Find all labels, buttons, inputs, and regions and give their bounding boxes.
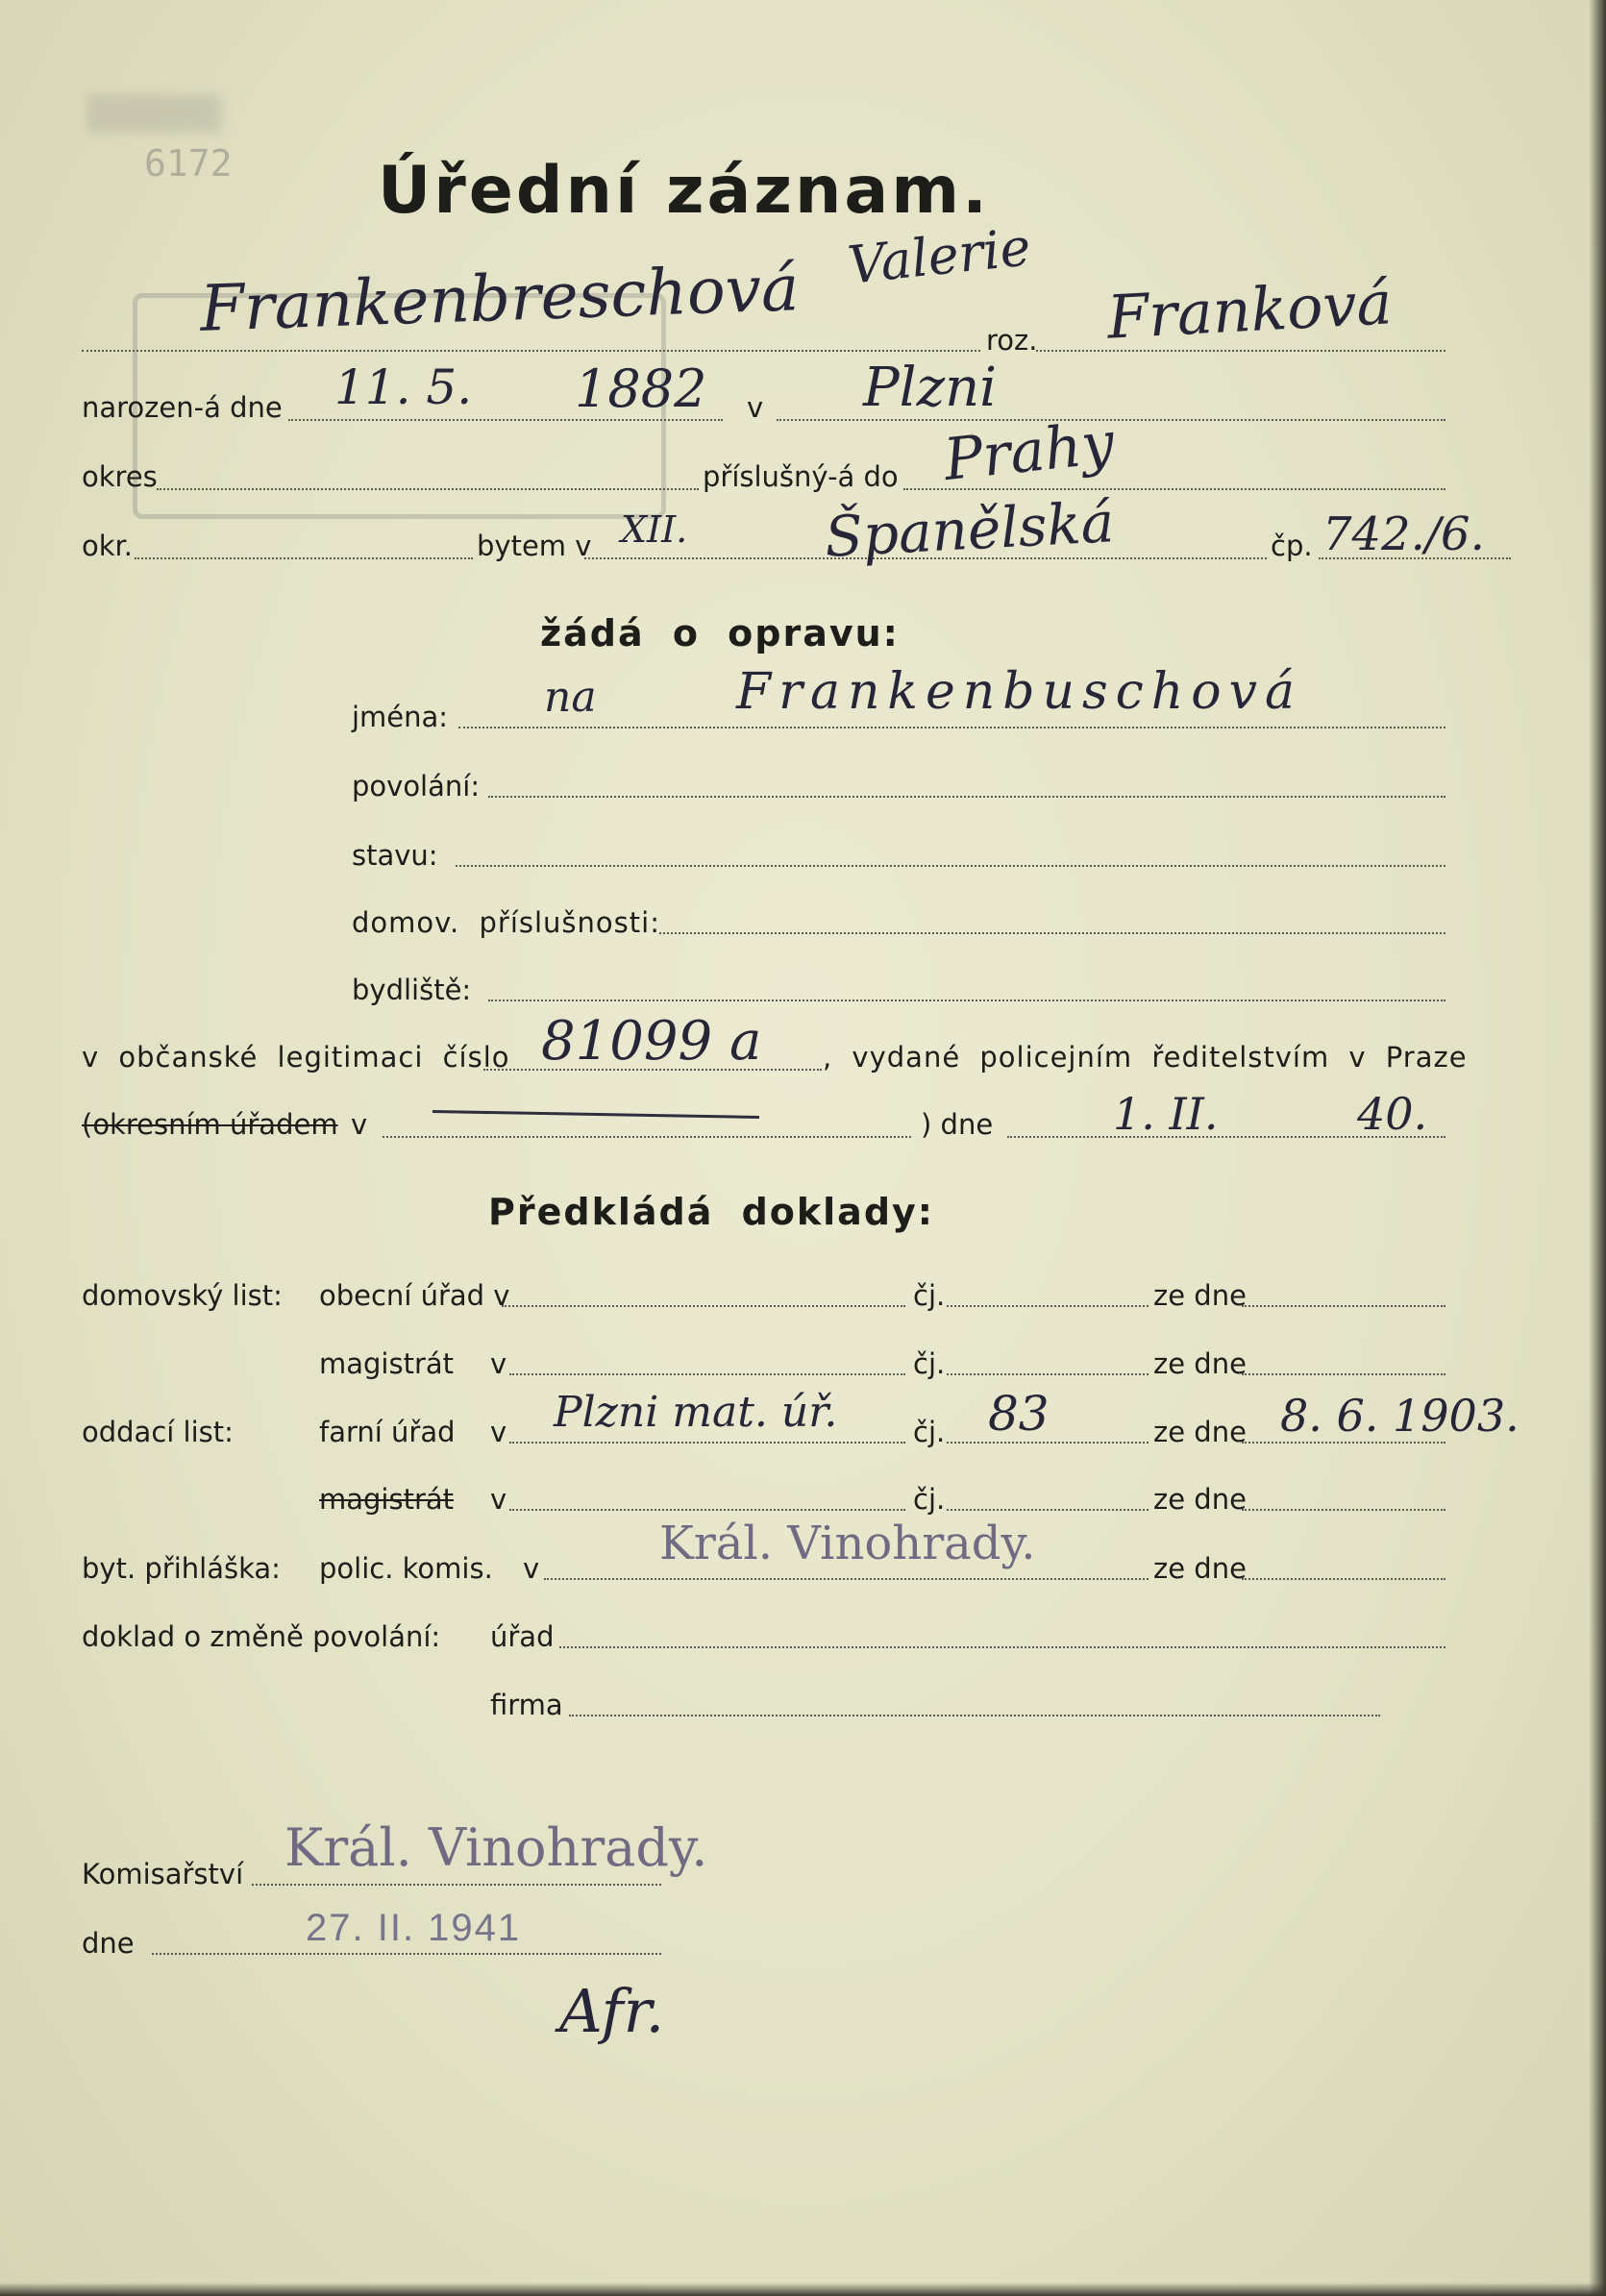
handwritten-surname: Frankenbreschová [198,251,801,346]
handwritten-name-prefix: na [544,673,597,722]
cj-label-1: čj. [913,1279,946,1312]
okres-line [157,488,699,490]
zedne-line-2 [1242,1373,1445,1375]
paren-dne-label: ) dne [921,1108,994,1141]
okr-label: okr. [82,530,134,562]
paper-edge-bottom [0,2283,1606,2296]
surname-line [82,350,980,352]
handwritten-domicile: Prahy [940,408,1118,495]
okr-line [135,557,473,559]
magistrat-line-2 [509,1509,905,1511]
v-label-6: v [523,1552,540,1585]
legitimace-label: v občanské legitimaci číslo [82,1041,510,1074]
domovsky-label: domovský list: [82,1279,283,1312]
domov-line [659,932,1445,934]
obecni-label: obecní úřad v [319,1279,510,1312]
birth-date-line [288,419,723,421]
komisarstvi-label: Komisařství [82,1858,244,1890]
section-heading-correction: žádá o opravu: [540,612,900,654]
handwritten-signature: Afr. [559,1976,665,2046]
handwritten-district: XII. [621,508,688,551]
v-label-1: v [747,391,764,424]
ghost-mark [86,94,221,133]
jmena-line [458,727,1445,728]
handwritten-corrected-name: Frankenbuschová [736,663,1302,721]
handwritten-id-number: 81099 a [541,1010,762,1073]
firma-line [569,1715,1380,1716]
dne-line [152,1953,661,1955]
farni-line [509,1442,905,1444]
domov-label: domov. příslušnosti: [352,906,660,939]
komisarstvi-line [252,1884,661,1886]
v-label-5: v [490,1483,507,1516]
handwritten-marriage-date: 8. 6. 1903. [1280,1390,1520,1442]
povolani-line [488,796,1445,798]
povolani-label: povolání: [352,770,481,802]
maiden-name-line [1036,350,1445,352]
handwritten-marriage-place: Plzni mat. úř. [554,1388,838,1437]
urad-line [559,1646,1445,1648]
magistrat-label-1: magistrát [319,1347,455,1380]
firma-label: firma [490,1689,563,1721]
jmena-label: jména: [352,701,449,733]
handwritten-birth-place: Plzni [863,357,998,419]
bydliste-line [488,1000,1445,1001]
handwritten-id-date-day: 1. II. [1113,1088,1219,1140]
v-label-2: v [351,1108,368,1141]
cp-label: čp. [1271,530,1313,562]
office-stamp-1: Král. Vinohrady. [659,1517,1036,1570]
dne-label: dne [82,1927,135,1960]
okres-label: okres [82,460,158,493]
zedne-line-3 [1242,1442,1445,1444]
handwritten-id-date-year: 40. [1357,1088,1428,1140]
obecni-line [502,1305,905,1307]
byt-label: byt. přihláška: [82,1552,281,1585]
polic-line [544,1578,1149,1580]
bytem-label: bytem v [477,530,592,562]
handwritten-house-no: 742./6. [1322,507,1485,561]
handwritten-first-name: Valerie [845,216,1034,296]
handwritten-street: Španělská [823,489,1116,570]
bydliste-label: bydliště: [352,974,472,1006]
date-stamp: 27. II. 1941 [306,1907,522,1949]
magistrat-line-1 [509,1373,905,1375]
narozen-label: narozen-á dne [82,391,283,424]
v-label-4: v [490,1416,507,1448]
urad-label: úřad [490,1620,555,1653]
zedne-label-5: ze dne [1153,1552,1247,1585]
crossed-out-stroke [432,1110,759,1119]
cj-label-3: čj. [913,1416,946,1448]
roz-label: roz. [986,324,1038,357]
issuer-line [383,1136,911,1138]
zedne-label-2: ze dne [1153,1347,1247,1380]
office-stamp-2: Král. Vinohrady. [284,1817,708,1878]
cj-line-2 [947,1373,1149,1375]
cj-line-4 [947,1509,1149,1511]
cj-line-3 [947,1442,1149,1444]
polic-label: polic. komis. [319,1552,493,1585]
zedne-line-5 [1242,1578,1445,1580]
cj-line-1 [947,1305,1149,1307]
handwritten-birth-day: 11. 5. [334,359,473,415]
magistrat-label-2: magistrát [319,1483,455,1516]
zedne-line-4 [1242,1509,1445,1511]
okresnim-label: (okresním úřadem [82,1108,338,1141]
zedne-line-1 [1242,1305,1445,1307]
doklad-zmena-label: doklad o změně povolání: [82,1620,441,1653]
zedne-label-1: ze dne [1153,1279,1247,1312]
zedne-label-3: ze dne [1153,1416,1247,1448]
page-title: Úřední záznam. [378,153,990,229]
handwritten-marriage-cj: 83 [988,1386,1050,1442]
zedne-label-4: ze dne [1153,1483,1247,1516]
handwritten-maiden-name: Franková [1105,267,1395,353]
oddaci-label: oddací list: [82,1416,234,1448]
paper-edge-right [1589,0,1606,2296]
cj-label-4: čj. [913,1483,946,1516]
cj-label-2: čj. [913,1347,946,1380]
vydane-label: , vydané policejním ředitelstvím v Praze [823,1041,1468,1074]
v-label-3: v [490,1347,507,1380]
section-heading-documents: Předkládá doklady: [488,1191,934,1233]
prislusny-label: příslušný-á do [703,460,899,493]
farni-label: farní úřad [319,1416,456,1448]
ghost-number-mark: 6172 [144,142,233,185]
stavu-label: stavu: [352,839,438,872]
handwritten-birth-year: 1882 [575,358,707,419]
stavu-line [456,865,1445,867]
